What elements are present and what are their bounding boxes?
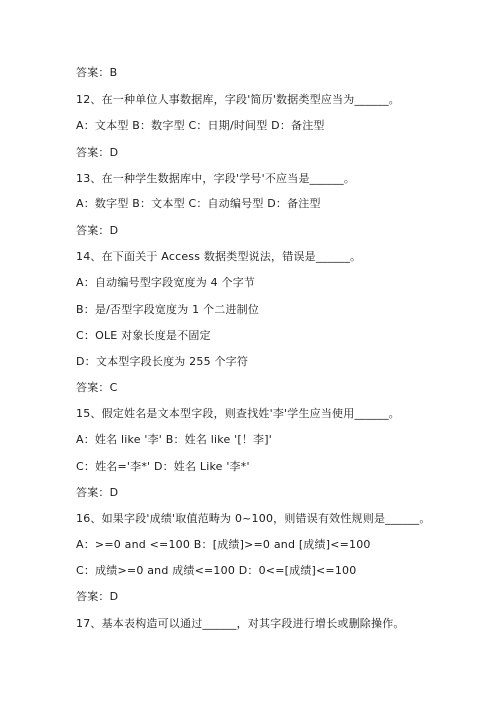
- option-14-b: B：是/否型字段宽度为 1 个二进制位: [76, 303, 260, 316]
- question-12: 12、在一种单位人事数据库，字段'简历'数据类型应当为______。: [76, 93, 400, 106]
- answer-14: 答案：C: [76, 381, 118, 394]
- option-14-c: C：OLE 对象长度是不固定: [76, 329, 211, 342]
- question-13: 13、在一种学生数据库中，字段'学号'不应当是______。: [76, 172, 356, 185]
- options-15-cd: C：姓名='李*' D：姓名 Like '李*': [76, 460, 250, 473]
- question-17: 17、基本表构造可以通过______，对其字段进行增长或删除操作。: [76, 617, 405, 630]
- answer-15: 答案：D: [76, 486, 119, 499]
- options-16-ab: A：>=0 and <=100 B：[成绩]>=0 and [成绩]<=100: [76, 538, 371, 551]
- options-13: A：数字型 B：文本型 C：自动编号型 D：备注型: [76, 197, 321, 210]
- answer-12: 答案：D: [76, 146, 119, 159]
- question-16: 16、如果字段'成绩'取值范畴为 0~100，则错误有效性规则是______。: [76, 512, 431, 525]
- answer-11: 答案：B: [76, 66, 118, 79]
- option-14-d: D：文本型字段长度为 255 个字符: [76, 355, 249, 368]
- question-14: 14、在下面关于 Access 数据类型说法，错误是______。: [76, 250, 362, 263]
- options-12: A：文本型 B：数字型 C：日期/时间型 D：备注型: [76, 119, 325, 132]
- option-14-a: A：自动编号型字段宽度为 4 个字节: [76, 276, 256, 289]
- answer-16: 答案：D: [76, 590, 119, 603]
- question-15: 15、假定姓名是文本型字段，则查找姓'李'学生应当使用______。: [76, 407, 400, 420]
- options-16-cd: C：成绩>=0 and 成绩<=100 D：0<=[成绩]<=100: [76, 564, 357, 577]
- answer-13: 答案：D: [76, 224, 119, 237]
- options-15-ab: A：姓名 like '李' B：姓名 like '[！李]': [76, 433, 272, 446]
